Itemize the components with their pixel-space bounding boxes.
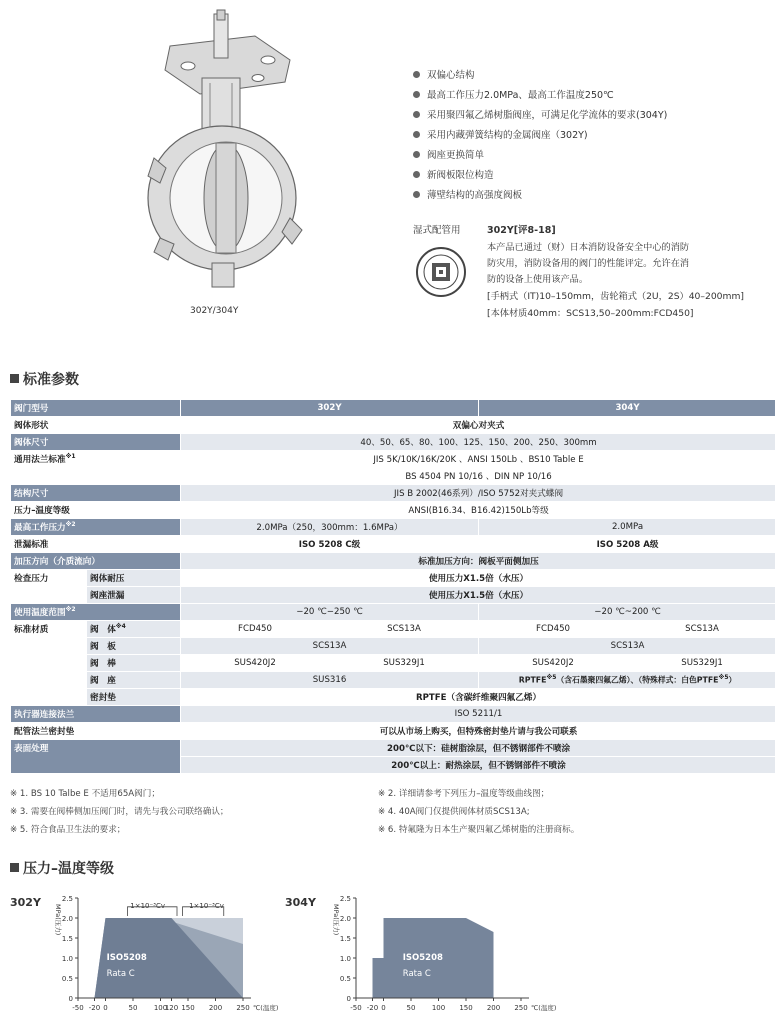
max-pressure-302y: 2.0MPa（250，300mm：1.6MPa） <box>181 519 478 535</box>
direction-value: 标准加压方向：阀板平面侧加压 <box>181 553 775 569</box>
chart-section-heading: 压力–温度等级 <box>10 858 114 878</box>
x-tick-label: 100 <box>153 1004 168 1012</box>
x-tick-label: 150 <box>181 1004 195 1012</box>
material-seat-label: 阀 座 <box>87 672 180 688</box>
body-type-label: 阀体形状 <box>11 417 180 433</box>
model-302y: 302Y <box>181 400 478 416</box>
y-tick-label: 1.5 <box>61 935 73 943</box>
leakage-label: 泄漏标准 <box>11 536 180 552</box>
chart-304y-label: 304Y <box>285 896 316 909</box>
certification-line: 防灾用，消防设备用的阀门的性能评定。允许在消 <box>487 258 690 269</box>
chart-annotation: 1×10⁻³Cv <box>130 902 166 910</box>
material-stem-304y-a: SUS420J2 <box>479 655 627 671</box>
material-body-302y-a: FCD450 <box>181 621 329 637</box>
certification-title: 302Y[评8-18] <box>487 225 556 236</box>
flange-label: 通用法兰标准$^{※1}$ <box>11 451 180 484</box>
material-stem-302y-a: SUS420J2 <box>181 655 329 671</box>
feature-item: 薄壁结构的高强度阀板 <box>413 186 773 206</box>
y-tick-label: 0.5 <box>339 975 351 983</box>
x-tick-label: 0 <box>381 1004 386 1012</box>
certification-block <box>413 222 773 322</box>
dimension-label: 结构尺寸 <box>11 485 180 501</box>
butterfly-valve-illustration <box>140 8 330 298</box>
certification-label: 湿式配管用 <box>413 225 461 236</box>
test-seat-label: 阀座泄漏 <box>87 587 180 603</box>
material-disc-304y: SCS13A <box>479 638 775 654</box>
x-tick-label: -50 <box>350 1004 362 1012</box>
temperature-304y: −20 ℃~200 ℃ <box>479 604 775 620</box>
certification-line: [手柄式（IT)10–150mm，齿轮箱式（2U，2S）40–200mm] <box>487 291 745 302</box>
material-stem-label: 阀 棒 <box>87 655 180 671</box>
flange-value-1: JIS 5K/10K/16K/20K 、ANSI 150Lb 、BS10 Table E <box>181 451 775 467</box>
chart-annotation: 1×10⁻³Cv <box>189 902 224 910</box>
x-tick-label: 150 <box>459 1004 473 1012</box>
material-disc-302y: SCS13A <box>181 638 478 654</box>
bullet-icon <box>413 91 420 98</box>
bullet-icon <box>413 131 420 138</box>
x-tick-label: 200 <box>486 1004 501 1012</box>
feature-item: 最高工作压力2.0MPa、最高工作温度250℃ <box>413 86 773 106</box>
certification-line: 防的设备上使用该产品。 <box>487 274 589 285</box>
material-stem-304y-b: SUS329J1 <box>628 655 775 671</box>
y-tick-label: 2.0 <box>61 915 73 923</box>
material-body-label: 阀 体$^{※4}$ <box>87 621 180 637</box>
test-body-label: 阀体耐压 <box>87 570 180 586</box>
square-bullet-icon <box>10 863 19 872</box>
material-gasket-value: RPTFE（含碳纤维聚四氟乙烯） <box>181 689 775 705</box>
chart-302y-label: 302Y <box>10 896 41 909</box>
x-tick-label: -20 <box>366 1004 379 1012</box>
chart-302y <box>40 890 280 1025</box>
size-label: 阀体尺寸 <box>11 434 180 450</box>
chart-inner-label: Rata C <box>402 969 431 979</box>
actuator-label: 执行器连接法兰 <box>11 706 180 722</box>
leakage-302y: ISO 5208 C级 <box>181 536 478 552</box>
x-tick-label: 250 <box>236 1004 250 1012</box>
x-axis-label: ℃(温度) <box>253 1004 279 1012</box>
y-tick-label: 2.0 <box>339 915 351 923</box>
spec-section-heading: 标准参数 <box>10 369 79 389</box>
pipe-gasket-label: 配管法兰密封垫 <box>11 723 180 739</box>
test-seat-value: 使用压力X1.5倍（水压） <box>181 587 775 603</box>
chart-inner-label: ISO5208 <box>106 953 147 963</box>
certification-line: 本产品已通过（财）日本消防设备安全中心的消防 <box>487 242 690 253</box>
dimension-value: JIS B 2002(46系列）/ISO 5752对夹式蝶阀 <box>181 485 775 501</box>
feature-item: 新阀板限位构造 <box>413 166 773 186</box>
y-tick-label: 0 <box>346 995 351 1003</box>
model-label: 阀门型号 <box>11 400 180 416</box>
pt-rating-label: 压力–温度等级 <box>11 502 180 518</box>
x-tick-label: 0 <box>103 1004 108 1012</box>
body-type-value: 双偏心对夹式 <box>181 417 775 433</box>
x-tick-label: 50 <box>406 1004 416 1012</box>
material-seat-302y: SUS316 <box>181 672 478 688</box>
feature-item: 阀座更换简单 <box>413 146 773 166</box>
material-seat-304y: RPTFE$^{※5}$（含石墨聚四氟乙烯）、（特殊样式：白色PTFE$^{※5}$） <box>479 672 775 688</box>
size-value: 40、50、65、80、100、125、150、200、250、300mm <box>181 434 775 450</box>
y-tick-label: 2.5 <box>339 895 351 903</box>
temperature-302y: −20 ℃−250 ℃ <box>181 604 478 620</box>
test-body-value: 使用压力X1.5倍（水压） <box>181 570 775 586</box>
y-axis-label: MPa(压力) <box>332 904 340 936</box>
bullet-icon <box>413 171 420 178</box>
y-tick-label: 0 <box>68 995 73 1003</box>
direction-label: 加压方向（介质流向） <box>11 553 180 569</box>
chart-inner-label: Rata C <box>106 969 135 979</box>
x-tick-label: -50 <box>72 1004 84 1012</box>
bullet-icon <box>413 191 420 198</box>
footnote: ※ 5. 符合食品卫生法的要求； <box>10 825 126 835</box>
certification-line: [本体材质40mm：SCS13,50–200mm:FCD450] <box>487 308 694 319</box>
material-disc-label: 阀 板 <box>87 638 180 654</box>
pt-rating-value: ANSI(B16.34、B16.42)150Lb等级 <box>181 502 775 518</box>
y-tick-label: 1.0 <box>61 955 73 963</box>
product-caption: 302Y/304Y <box>190 306 239 316</box>
max-pressure-label: 最高工作压力$^{※2}$ <box>11 519 180 535</box>
x-tick-label: 200 <box>208 1004 223 1012</box>
material-label: 标准材质 <box>11 621 86 705</box>
y-tick-label: 1.5 <box>339 935 351 943</box>
chart-inner-label: ISO5208 <box>402 953 443 963</box>
feature-item: 采用内藏弹簧结构的金属阀座（302Y) <box>413 126 773 146</box>
material-stem-302y-b: SUS329J1 <box>330 655 478 671</box>
spec-table <box>10 399 775 774</box>
test-pressure-label: 检查压力 <box>11 570 86 603</box>
max-pressure-304y: 2.0MPa <box>479 519 775 535</box>
surface-label: 表面处理 <box>11 740 180 773</box>
temperature-label: 使用温度范围$^{※2}$ <box>11 604 180 620</box>
flange-value-2: BS 4504 PN 10/16 、DIN NP 10/16 <box>181 468 775 484</box>
material-body-304y-b: SCS13A <box>628 621 775 637</box>
surface-value-2: 200℃以上：耐热涂层，但不锈钢部件不喷涂 <box>181 757 775 773</box>
footnote: ※ 1. BS 10 Talbe E 不适用65A阀门； <box>10 789 160 799</box>
footnote: ※ 4. 40A阀门仅提供阀体材质SCS13A; <box>378 807 530 817</box>
model-304y: 304Y <box>479 400 775 416</box>
feature-item: 采用聚四氟乙烯树脂阀座，可满足化学流体的要求(304Y) <box>413 106 773 126</box>
pipe-gasket-value: 可以从市场上购买，但特殊密封垫片请与我公司联系 <box>181 723 775 739</box>
actuator-value: ISO 5211/1 <box>181 706 775 722</box>
surface-value-1: 200℃以下：硅树脂涂层，但不锈钢部件不喷涂 <box>181 740 775 756</box>
feature-item: 双偏心结构 <box>413 66 773 86</box>
bullet-icon <box>413 111 420 118</box>
leakage-304y: ISO 5208 A级 <box>479 536 775 552</box>
material-gasket-label: 密封垫 <box>87 689 180 705</box>
feature-list <box>413 66 773 206</box>
x-tick-label: 120 <box>164 1004 179 1012</box>
y-axis-label: MPa(压力) <box>54 904 62 936</box>
x-tick-label: -20 <box>88 1004 101 1012</box>
footnote: ※ 2. 详细请参考下列压力–温度等级曲线图； <box>378 789 550 799</box>
certification-seal-icon <box>415 246 467 298</box>
bullet-icon <box>413 71 420 78</box>
square-bullet-icon <box>10 374 19 383</box>
chart-304y <box>318 890 558 1025</box>
material-body-304y-a: FCD450 <box>479 621 627 637</box>
x-tick-label: 50 <box>128 1004 138 1012</box>
footnote: ※ 6. 特氟隆为日本生产聚四氟乙烯树脂的注册商标。 <box>378 825 580 835</box>
bullet-icon <box>413 151 420 158</box>
y-tick-label: 1.0 <box>339 955 351 963</box>
y-tick-label: 0.5 <box>61 975 73 983</box>
x-tick-label: 250 <box>514 1004 528 1012</box>
footnote: ※ 3. 需要在阀棒侧加压阀门时，请先与我公司联络确认； <box>10 807 229 817</box>
y-tick-label: 2.5 <box>61 895 73 903</box>
material-body-302y-b: SCS13A <box>330 621 478 637</box>
x-tick-label: 100 <box>431 1004 446 1012</box>
x-axis-label: ℃(温度) <box>531 1004 557 1012</box>
